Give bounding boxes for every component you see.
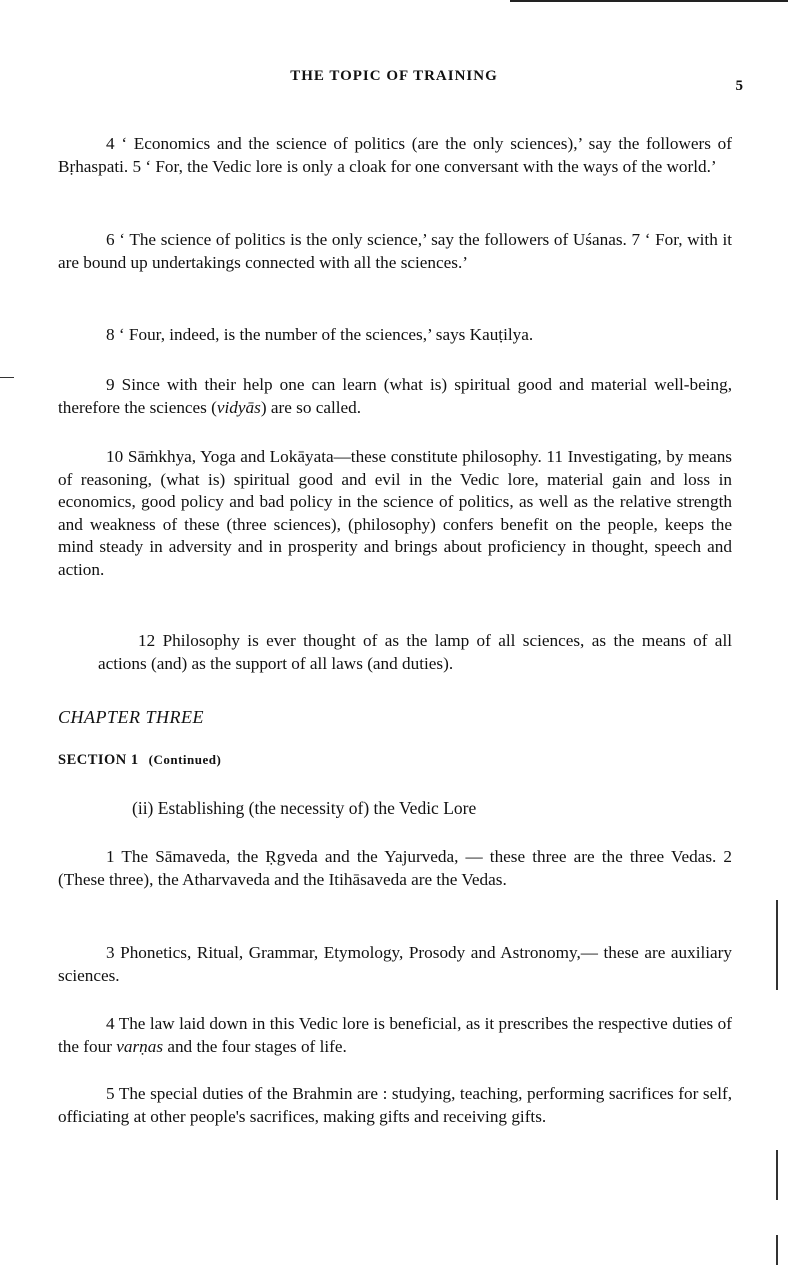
section-continued: (Continued): [148, 752, 222, 767]
section-label: SECTION 1: [58, 752, 139, 768]
paragraph-text: ) are so called.: [260, 397, 362, 417]
paragraph: [58, 1083, 732, 1128]
section-heading: [58, 752, 221, 769]
margin-mark: [776, 1150, 778, 1200]
paragraph-text: 8 ‘ Four, indeed, is the number of the sciences,’ says Kauṭilya.: [106, 325, 534, 344]
italic-term: varṇas: [116, 1036, 164, 1056]
margin-mark: [0, 377, 14, 378]
chapter-heading: CHAPTER THREE: [58, 707, 204, 727]
paragraph: [98, 630, 732, 675]
paragraph: [58, 846, 732, 891]
paragraph: [58, 1013, 732, 1058]
paragraph: [58, 942, 732, 987]
paragraph: [58, 229, 732, 274]
running-title: THE TOPIC OF TRAINING: [290, 68, 498, 84]
paragraph-text: 10 Sāṁkhya, Yoga and Lokāyata—these constitute philosophy. 11 Investigating, by means of reasoning, (what is) spiritual good and evil in the Vedic lore, material gain and loss in economics, good policy and bad policy in the science of politics, as well as the relative strength and weakness of these (three sciences), (philosophy) confers benefit on the people, keeps the mind steady in adversity and in prosperity and brings about proficiency in thought, speech and action.: [58, 447, 732, 579]
paragraph: [58, 133, 732, 178]
top-edge-rule: [510, 0, 788, 7]
paragraph: [58, 374, 732, 419]
paragraph-text: 4 The law laid down in this Vedic lore is beneficial, as it prescribes the respective duties of the four: [58, 1014, 732, 1056]
paragraph-text: 12 Philosophy is ever thought of as the lamp of all sciences, as the means of all actions (and) as the support of all laws (and duties).: [98, 631, 732, 673]
page-number: 5: [735, 78, 743, 94]
margin-mark: [776, 900, 778, 990]
paragraph-text: and the four stages of life.: [163, 1036, 347, 1056]
italic-term: vidyās: [216, 397, 261, 417]
paragraph-text: 6 ‘ The science of politics is the only science,’ say the followers of Uśanas. 7 ‘ For, with it are bound up undertakings connected with all the sciences.’: [58, 230, 732, 272]
paragraph-text: 5 The special duties of the Brahmin are : studying, teaching, performing sacrifices for self, officiating at other people's sacrifices, making gifts and receiving gifts.: [58, 1084, 732, 1126]
paragraph-text: 9 Since with their help one can learn (what is) spiritual good and material well-being, therefore the sciences (: [58, 375, 732, 417]
paragraph-text: 4 ‘ Economics and the science of politics (are the only sciences),’ say the followers of Bṛhaspati. 5 ‘ For, the Vedic lore is only a cloak for one conversant with the ways of the world.’: [58, 134, 732, 176]
paragraph-text: 3 Phonetics, Ritual, Grammar, Etymology, Prosody and Astronomy,— these are auxiliary sciences.: [58, 943, 732, 985]
paragraph: [58, 446, 732, 581]
subheading: (ii) Establishing (the necessity of) the Vedic Lore: [132, 798, 477, 818]
paragraph-text: 1 The Sāmaveda, the Ṛgveda and the Yajurveda, — these three are the three Vedas. 2 (These three), the Atharvaveda and the Itihāsaveda are the Vedas.: [58, 847, 732, 889]
paragraph: [58, 324, 732, 347]
margin-mark: [776, 1235, 778, 1265]
